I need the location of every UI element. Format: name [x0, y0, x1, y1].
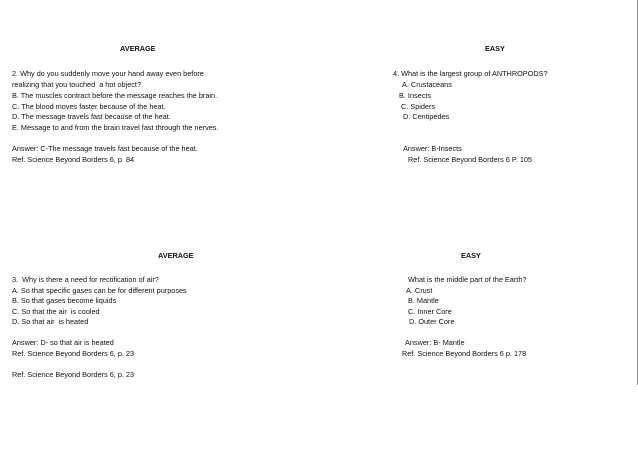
choice-item: C. Spiders — [401, 102, 436, 111]
answer-text: Answer: B- Mantle — [405, 338, 465, 347]
reference-text: Ref. Science Beyond Borders 6, p. 23 — [12, 349, 135, 358]
choice-item: D. Outer Core — [409, 317, 455, 326]
question-text-line: 3. Why is there a need for rectification of air? — [12, 275, 159, 284]
question-text-line: What is the middle part of the Earth? — [408, 275, 527, 284]
difficulty-heading: AVERAGE — [120, 44, 156, 53]
choice-item: B. Mantle — [408, 296, 439, 305]
difficulty-heading: EASY — [485, 44, 505, 53]
choice-item: D. So that air is heated — [12, 317, 89, 326]
answer-text: Answer: B-Insects — [403, 144, 462, 153]
difficulty-heading: EASY — [461, 251, 481, 260]
question-text-line: realizing that you touched a hot object? — [12, 80, 141, 89]
choice-item: C. So that the air is cooled — [12, 307, 100, 316]
choice-item: A. So that specific gases can be for different purposes — [12, 286, 187, 295]
choice-item: B. Insects — [399, 91, 432, 100]
choice-item: C. Inner Core — [408, 307, 452, 316]
reference-text: Ref. Science Beyond Borders 6 P. 105 — [408, 155, 532, 164]
choice-item: E. Message to and from the brain travel fast through the nerves. — [12, 123, 219, 132]
reference-text: Ref. Science Beyond Borders 6 p. 178 — [402, 349, 527, 358]
answer-text: Answer: D- so that air is heated — [12, 338, 114, 347]
reference-text: Ref. Science Beyond Borders 6, p. 84 — [12, 155, 135, 164]
choice-item: A. Crustaceans — [402, 80, 452, 89]
choice-item: C. The blood moves faster because of the heat. — [12, 102, 166, 111]
reference-text: Ref. Science Beyond Borders 6, p. 23 — [12, 370, 135, 379]
choice-item: D. The message travels fast because of the heat. — [12, 112, 171, 121]
choice-item: B. The muscles contract before the message reaches the brain. — [12, 91, 218, 100]
answer-text: Answer: C-The message travels fast because of the heat. — [12, 144, 198, 153]
question-text-line: 2. Why do you suddenly move your hand away even before — [12, 69, 204, 78]
choice-item: A. Crust — [406, 286, 433, 295]
question-text-line: 4. What is the largest group of ANTHROPODS? — [393, 69, 548, 78]
choice-item: D. Centipedes — [403, 112, 450, 121]
difficulty-heading: AVERAGE — [158, 251, 194, 260]
choice-item: B. So that gases become liquids — [12, 296, 117, 305]
